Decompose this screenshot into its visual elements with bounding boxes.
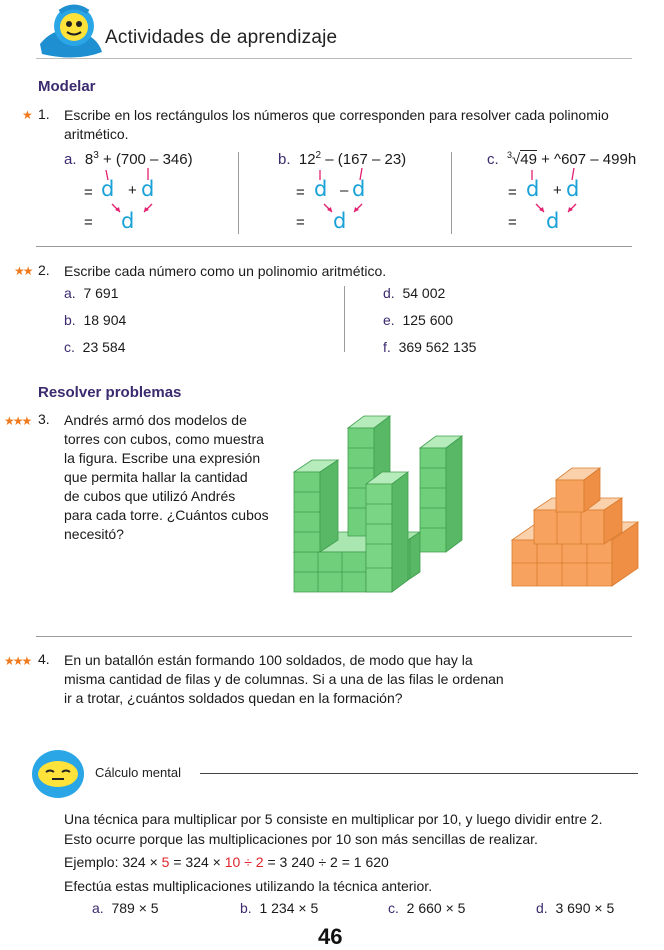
q3-stars: ★★★ (4, 414, 31, 428)
q2-item-c-value: 23 584 (82, 339, 126, 355)
example-red-2: 10 ÷ 2 (224, 854, 264, 870)
q2-item-c (64, 339, 126, 355)
q1b-op: – (340, 182, 349, 199)
mental-line-2: Esto ocurre porque las multiplicaciones por 10 son más sencillas de realizar. (64, 831, 538, 847)
q2-item-a-letter: a. (64, 285, 76, 301)
q1c-root-index: 3 (507, 150, 513, 160)
q2-number: 2. (38, 262, 50, 278)
q4-number: 4. (38, 651, 50, 667)
q1a-box3[interactable]: d (121, 209, 135, 233)
q4-text (64, 651, 634, 708)
q1c-root-icon: √ (512, 151, 521, 168)
q1-text: Escribe en los rectángulos los números que corresponden para resolver cada polinomio aritmético. (64, 107, 609, 142)
mental-instruction: Efectúa estas multiplicaciones utilizando la técnica anterior. (64, 878, 433, 894)
mental-mascot-icon (28, 746, 88, 800)
example-red-1: 5 (161, 854, 170, 870)
q4-stars: ★★★ (4, 654, 31, 668)
q3-line-5: de cubos que utilizó Andrés (64, 488, 236, 504)
q1c-arrows-icon (510, 160, 590, 220)
divider-q1-q2 (36, 246, 632, 247)
q1b-box2[interactable]: d (352, 177, 366, 201)
q1b-arrows-icon (298, 160, 378, 220)
q1a-base: 8 (84, 151, 94, 168)
header-divider (36, 58, 632, 59)
q2-item-a-value: 7 691 (83, 285, 119, 301)
mental-example (64, 853, 389, 872)
mental-title: Cálculo mental (95, 765, 181, 780)
mental-item-c (388, 900, 465, 916)
q1a-eq2: = (84, 214, 93, 231)
q1c-letter: c. (487, 151, 499, 168)
q1c-box3[interactable]: d (546, 209, 560, 233)
q1-divider-2 (451, 152, 452, 234)
q1c-box2[interactable]: d (566, 177, 580, 201)
orange-cube-pyramid-figure (508, 464, 642, 590)
mental-item-d (536, 900, 614, 916)
q2-item-f (383, 339, 476, 355)
mental-item-b (240, 900, 318, 916)
mental-item-d-letter: d. (536, 900, 548, 916)
q2-stars: ★★ (14, 264, 32, 278)
section-modelar: Modelar (38, 78, 96, 95)
mental-title-line (200, 773, 638, 774)
q1-number: 1. (38, 106, 50, 122)
q1a-letter: a. (64, 151, 77, 168)
q1c-eq1: = (508, 184, 517, 201)
q2-item-e-value: 125 600 (402, 312, 454, 328)
q1b-exp: 2 (315, 150, 322, 161)
header-mascot (36, 4, 106, 60)
q1-divider-1 (238, 152, 239, 234)
q2-text: Escribe cada número como un polinomio aritmético. (64, 263, 387, 279)
q3-line-4: que permita hallar la cantidad (64, 469, 248, 485)
q1a-eq1: = (84, 184, 93, 201)
divider-q3-q4 (36, 636, 632, 637)
q2-item-d-value: 54 002 (402, 285, 446, 301)
q2-item-e (383, 312, 453, 328)
q3-line-3: la figura. Escribe una expresión (64, 450, 261, 466)
q1a-op: + (128, 182, 137, 199)
q2-item-d-letter: d. (383, 285, 395, 301)
q3-text (64, 411, 294, 544)
section-resolver: Resolver problemas (38, 384, 182, 401)
q1b-box3[interactable]: d (333, 209, 347, 233)
mental-item-b-expr: 1 234 × 5 (259, 900, 319, 916)
q2-item-f-value: 369 562 135 (398, 339, 477, 355)
q3-line-2: torres con cubos, como muestra (64, 431, 264, 447)
q1c-eq2: = (508, 214, 517, 231)
mental-item-b-letter: b. (240, 900, 252, 916)
q3-line-1: Andrés armó dos modelos de (64, 412, 247, 428)
q2-item-e-letter: e. (383, 312, 395, 328)
mental-item-a-expr: 789 × 5 (111, 900, 159, 916)
q1c-radicand: 49 (520, 151, 537, 168)
q2-divider (344, 286, 345, 352)
green-cube-tower-figure (290, 412, 490, 598)
q1a-box1[interactable]: d (101, 177, 115, 201)
q3-number: 3. (38, 411, 50, 427)
q1b-letter: b. (278, 151, 291, 168)
q1b-base: 12 (298, 151, 316, 168)
q1b-eq2: = (296, 214, 305, 231)
q2-item-a (64, 285, 119, 301)
example-part-3: = 3 240 ÷ 2 = 1 620 (263, 854, 389, 870)
q4-line-2: misma cantidad de filas y de columnas. Si a una de las filas le ordenan (64, 671, 504, 687)
q1c-box1[interactable]: d (526, 177, 540, 201)
q1a-arrows-icon (86, 160, 166, 220)
mascot-icon (36, 4, 106, 60)
mental-item-c-expr: 2 660 × 5 (406, 900, 466, 916)
q1a-rest: + (700 – 346) (102, 151, 193, 168)
mental-item-c-letter: c. (388, 900, 399, 916)
q1b-eq1: = (296, 184, 305, 201)
q1c-op: + (553, 182, 562, 199)
q2-item-b-value: 18 904 (83, 312, 127, 328)
q1c-rest: + ^607 – 499h (541, 151, 637, 168)
mental-item-a-letter: a. (92, 900, 104, 916)
q2-item-b (64, 312, 126, 328)
mental-item-a (92, 900, 159, 916)
q1-stars: ★ (22, 108, 31, 122)
example-part-2: = 324 × (169, 854, 225, 870)
q3-line-6: para cada torre. ¿Cuántos cubos (64, 507, 269, 523)
q2-item-b-letter: b. (64, 312, 76, 328)
q1a-exp: 3 (93, 150, 99, 161)
q3-line-7: necesitó? (64, 526, 124, 542)
q4-line-1: En un batallón están formando 100 soldados, de modo que hay la (64, 652, 473, 668)
q1b-rest: – (167 – 23) (325, 151, 407, 168)
q1a-box2[interactable]: d (141, 177, 155, 201)
q2-item-f-letter: f. (383, 339, 391, 355)
q4-line-3: ir a trotar, ¿cuántos soldados quedan en la formación? (64, 690, 403, 706)
mental-line-1: Una técnica para multiplicar por 5 consiste en multiplicar por 10, y luego dividir entre 2. (64, 811, 603, 827)
mental-item-d-expr: 3 690 × 5 (555, 900, 615, 916)
page-number: 46 (318, 924, 343, 949)
page-title: Actividades de aprendizaje (105, 27, 338, 48)
example-part-1: Ejemplo: 324 × (64, 854, 162, 870)
q2-item-c-letter: c. (64, 339, 75, 355)
q1b-box1[interactable]: d (314, 177, 328, 201)
q2-item-d (383, 285, 445, 301)
